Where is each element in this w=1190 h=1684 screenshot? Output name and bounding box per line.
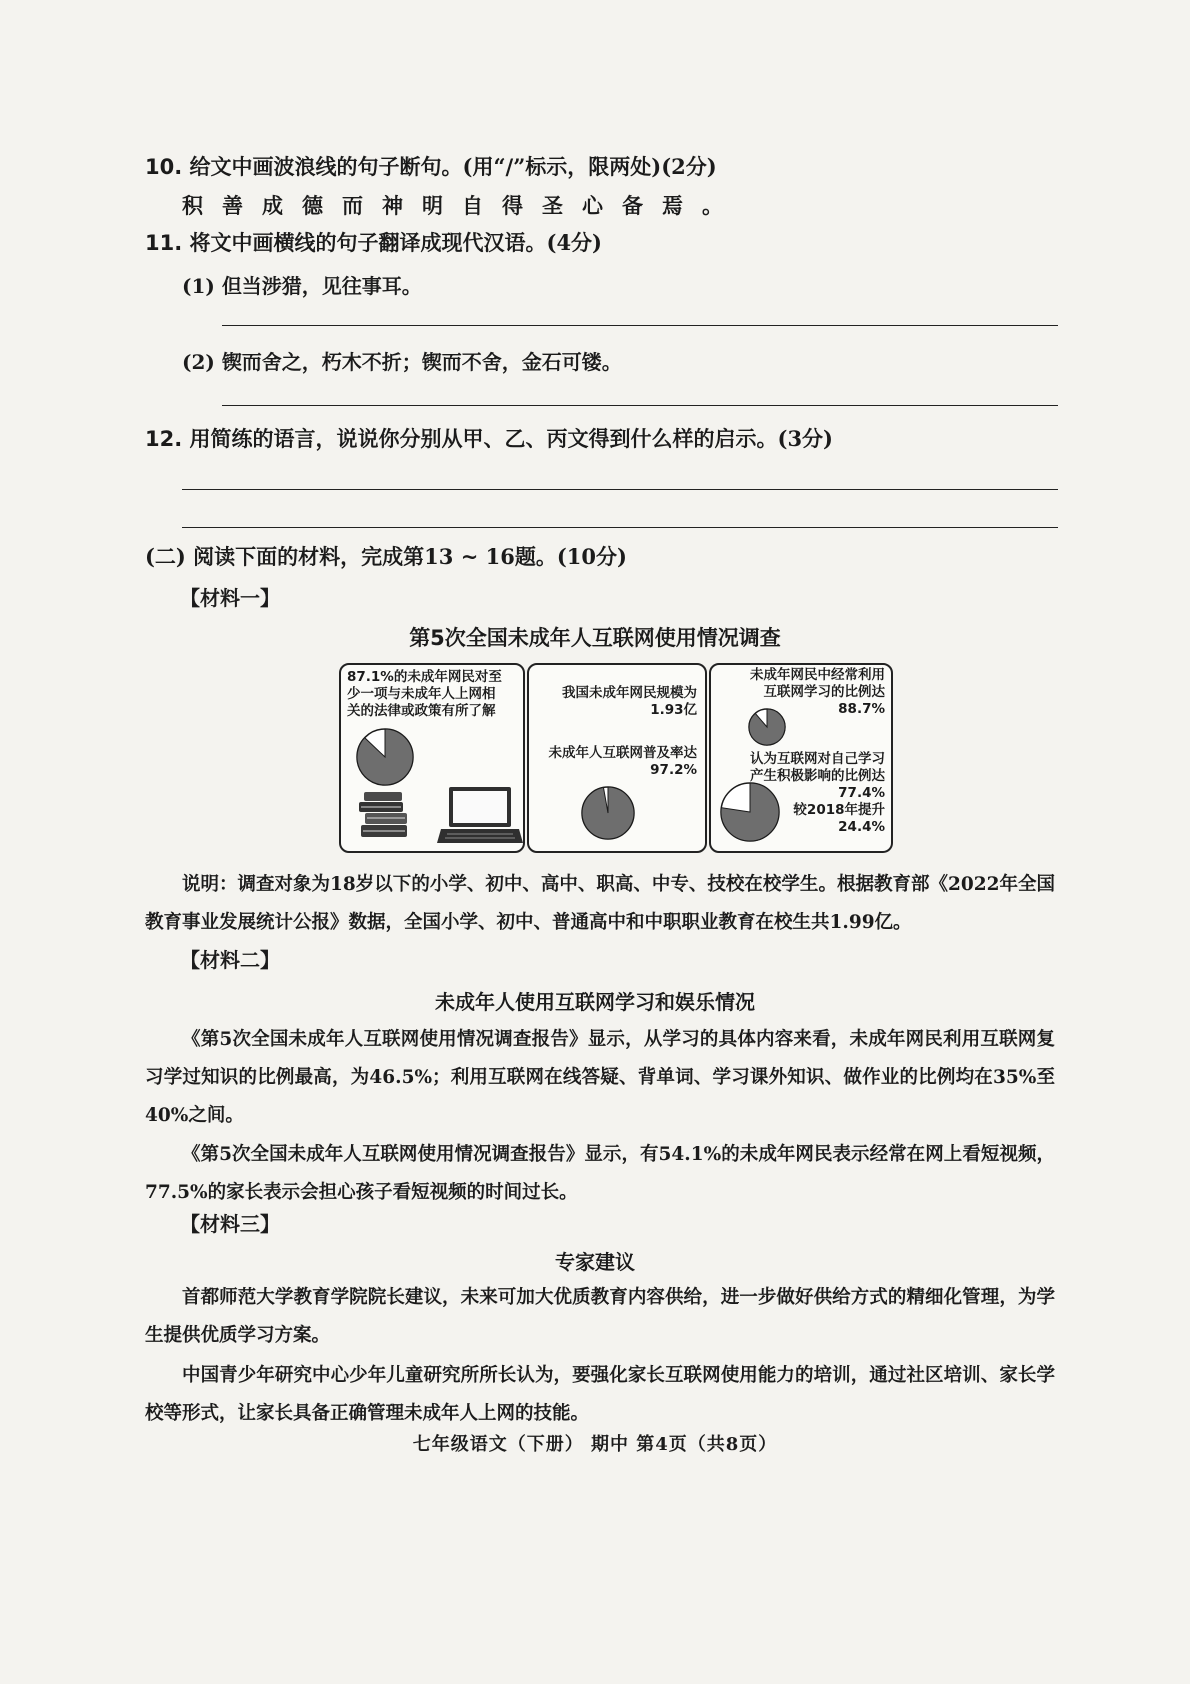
material-3-tag: 【材料三】 (180, 1212, 280, 1236)
question-number: 10. (145, 155, 183, 179)
q11-item-2 (182, 346, 622, 375)
question-number: 11. (145, 231, 183, 255)
material-2-title: 未成年人使用互联网学习和娱乐情况 (435, 990, 755, 1014)
material-3-paragraph-2: 中国青少年研究中心少年儿童研究所所长认为，要强化家长互联网使用能力的培训，通过社区培训、家长学校等形式，让家长具备正确管理未成年人上网的技能。 (145, 1365, 1055, 1424)
page-footer: 七年级语文（下册） 期中 第4页（共8页） (412, 1434, 778, 1455)
panel-text-line: 少一项与未成年人上网相 (347, 686, 496, 702)
panel-text-line: 77.4% (838, 785, 885, 801)
books-icon (355, 785, 415, 845)
material-3-title: 专家建议 (555, 1250, 635, 1274)
panel-text-line: 未成年网民中经常利用 (750, 667, 885, 683)
item-label: (1) (182, 274, 215, 298)
panel-text-line: 互联网学习的比例达 (763, 684, 885, 700)
pie-chart-3 (747, 707, 787, 747)
panel-2-text-a (533, 685, 697, 719)
pie-slice (582, 787, 634, 839)
pie-slice (749, 709, 785, 745)
material-2-paragraph-1: 《第5次全国未成年人互联网使用情况调查报告》显示，从学习的具体内容来看，未成年网民利用互联网复习学过知识的比例最高，为46.5%；利用互联网在线答疑、背单词、学习课外知识、做作业的比例均在35%至40%之间。 (145, 1029, 1055, 1126)
laptop-icon (437, 785, 523, 847)
pie-chart-2 (580, 785, 636, 841)
answer-line[interactable] (182, 489, 1058, 490)
panel-text-line: 较2018年提升 (793, 802, 885, 818)
material-2-tag: 【材料二】 (180, 948, 280, 972)
panel-3-text-a (715, 667, 885, 718)
item-text: 锲而舍之，朽木不折；锲而不舍，金石可镂。 (221, 350, 622, 374)
panel-text-line: 88.7% (838, 701, 885, 717)
infographic-title: 第5次全国未成年人互联网使用情况调查 (409, 626, 781, 650)
question-number: 12. (145, 427, 183, 451)
item-text: 但当涉猎，见往事耳。 (221, 274, 422, 298)
panel-text-line: 1.93亿 (650, 702, 697, 718)
question-10 (145, 152, 717, 182)
panel-text-line: 产生积极影响的比例达 (750, 768, 885, 784)
panel-text-line: 关的法律或政策有所了解 (347, 703, 496, 719)
infographic-panel-2 (527, 663, 707, 853)
panel-text-line: 97.2% (650, 762, 697, 778)
pie-chart-1 (355, 727, 415, 787)
panel-2-text-b (533, 745, 697, 779)
question-12 (145, 424, 833, 454)
question-text: 用简练的语言，说说你分别从甲、乙、丙文得到什么样的启示。(3分) (189, 426, 833, 451)
infographic-panel-3 (709, 663, 893, 853)
panel-1-text (347, 669, 519, 720)
answer-line[interactable] (182, 527, 1058, 528)
panel-text-line: 87.1%的未成年网民对至 (347, 669, 502, 685)
pie-chart-4 (719, 781, 781, 843)
answer-line[interactable] (222, 405, 1058, 406)
panel-text-line: 未成年人互联网普及率达 (548, 745, 697, 761)
question-11 (145, 228, 602, 258)
panel-text-line: 我国未成年网民规模为 (562, 685, 697, 701)
q10-sentence: 积善成德而神明自得圣心备焉。 (182, 193, 742, 218)
question-text: 给文中画波浪线的句子断句。(用“/”标示，限两处)(2分) (189, 154, 717, 179)
material-1-note: 说明：调查对象为18岁以下的小学、初中、高中、职高、中专、技校在校学生。根据教育部《2022年全国教育事业发展统计公报》数据，全国小学、初中、普通高中和中职职业教育在校生共1.99亿。 (145, 874, 1055, 933)
panel-text-line: 认为互联网对自己学习 (750, 751, 885, 767)
question-text: 将文中画横线的句子翻译成现代汉语。(4分) (189, 230, 602, 255)
section-2-header: (二) 阅读下面的材料，完成第13 ~ 16题。(10分) (145, 544, 627, 569)
answer-line[interactable] (222, 325, 1058, 326)
panel-text-line: 24.4% (838, 819, 885, 835)
material-1-tag: 【材料一】 (180, 586, 280, 610)
material-3-paragraph-1: 首都师范大学教育学院院长建议，未来可加大优质教育内容供给，进一步做好供给方式的精细化管理，为学生提供优质学习方案。 (145, 1287, 1055, 1346)
q11-item-1 (182, 270, 422, 299)
material-2-paragraph-2: 《第5次全国未成年人互联网使用情况调查报告》显示，有54.1%的未成年网民表示经常在网上看短视频，77.5%的家长表示会担心孩子看短视频的时间过长。 (145, 1144, 1055, 1203)
item-label: (2) (182, 350, 215, 374)
